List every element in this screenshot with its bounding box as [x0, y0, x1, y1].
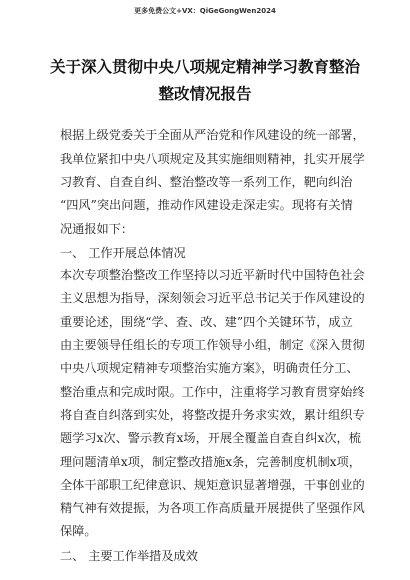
section-1-line: 整治重点和完成时限。工作中，注重将学习教育贯穿始终: [60, 385, 365, 399]
intro-line: “四风”突出问题，推动作风建设走深走实。现将有关情: [60, 198, 353, 212]
section-1-line: 本次专项整治整改工作坚持以习近平新时代中国特色社会: [60, 268, 365, 282]
section-1-line: 重要论述，围绕“学、查、改、建”四个关键环节，成立: [60, 315, 353, 329]
header-note: 更多免费公文+VX：QiGeGongWen2024: [134, 7, 276, 15]
intro-line: 我单位紧扣中央八项规定及其实施细则精神，扎实开展学: [60, 152, 365, 166]
section-1-line: 题学习x次、警示教育x场，开展全覆盖自查自纠x次，梳: [60, 431, 361, 445]
intro-line: 况通报如下：: [60, 222, 134, 236]
section-1-line: 主义思想为指导，深刻领会习近平总书记关于作风建设的: [60, 291, 365, 305]
intro-line: 习教育、自查自纠、整治整改等一系列工作，靶向纠治: [60, 175, 353, 189]
section-heading-1: 一、 工作开展总体情况: [60, 246, 186, 260]
section-1-line: 中央八项规定精神专项整治实施方案》，明确责任分工、: [60, 361, 359, 375]
section-1-line: 理问题清单x项，制定整改措施x条，完善制度机制x项，: [60, 455, 361, 469]
section-heading-2: 二、 主要工作举措及成效: [60, 549, 198, 563]
section-1-line: 保障。: [60, 524, 97, 538]
section-1-line: 精气神有效提振，为各项工作高质量开展提供了坚强作风: [60, 501, 365, 515]
section-1-line: 将自查自纠落到实处，将整改提升务求实效，累计组织专: [60, 408, 365, 422]
document-title-line-1: 关于深入贯彻中央八项规定精神学习教育整治: [49, 58, 360, 76]
section-1-line: 由主要领导任组长的专项工作领导小组，制定《深入贯彻: [60, 338, 365, 352]
document-title-line-2: 整改情况报告: [158, 85, 252, 103]
section-1-line: 全体干部职工纪律意识、规矩意识显著增强，干事创业的: [60, 478, 365, 492]
intro-line: 根据上级党委关于全面从严治党和作风建设的统一部署，: [60, 128, 365, 142]
